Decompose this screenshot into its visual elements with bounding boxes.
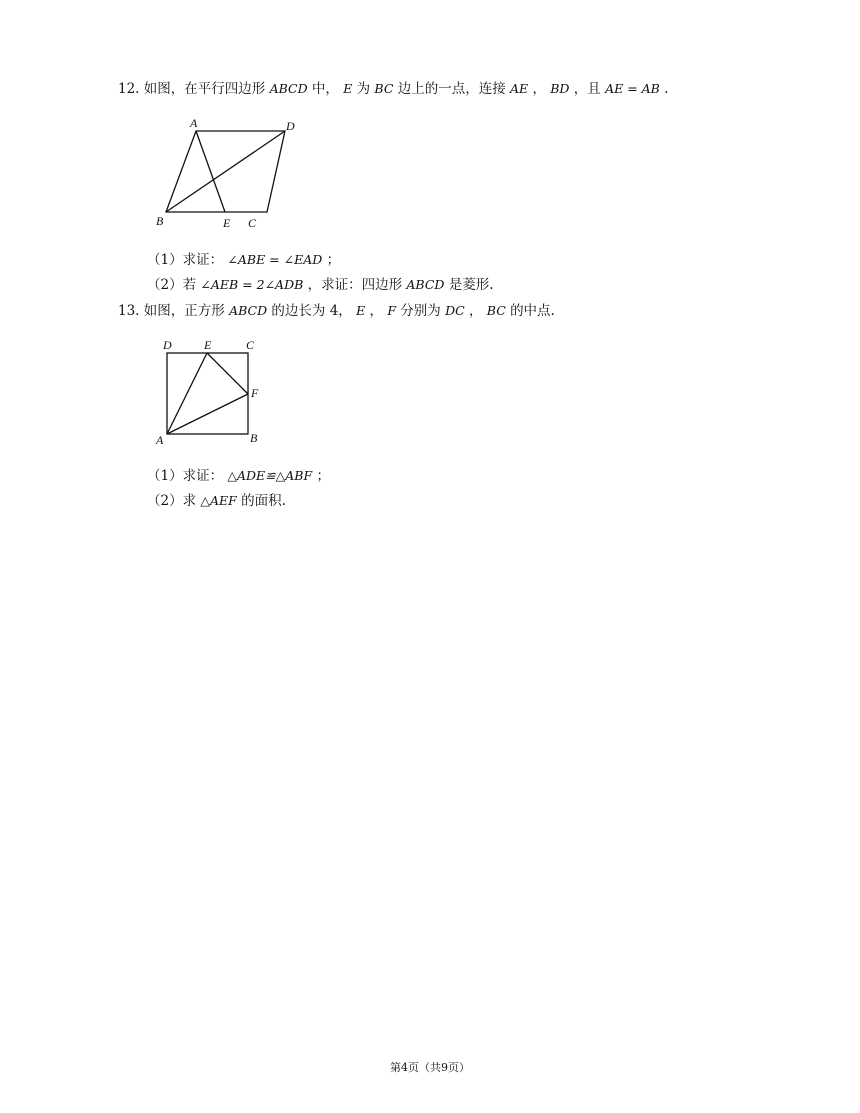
label-d: D — [286, 119, 295, 133]
label-f: F — [251, 386, 259, 400]
square-outline — [167, 353, 248, 434]
label-a: A — [190, 116, 198, 130]
label-c: C — [246, 338, 255, 352]
problem-number: 13. — [118, 303, 140, 319]
problem-13-sub-1: （1）求证： △ADE≌△ABF ； — [147, 468, 330, 484]
parallelogram-diagram — [148, 112, 318, 237]
label-e: E — [223, 216, 231, 230]
label-d: D — [163, 338, 172, 352]
problem-number: 12. — [118, 81, 140, 97]
label-e: E — [204, 338, 212, 352]
problem-12-sub-2: （2）若 ∠AEB = 2∠ADB ，求证：四边形 ABCD 是菱形. — [147, 277, 494, 293]
label-a: A — [156, 433, 164, 447]
page-footer: 第4页（共9页） — [390, 1061, 470, 1074]
problem-13-stem: 13. 如图，正方形 ABCD 的边长为 4， E ， F 分别为 DC ， BC 的中点. — [118, 303, 555, 319]
label-b: B — [156, 214, 164, 228]
problem-13-sub-2: （2）求 △AEF 的面积. — [147, 493, 286, 509]
square-diagram — [150, 334, 275, 452]
problem-12-stem: 12. 如图，在平行四边形 ABCD 中， E 为 BC 边上的一点，连接 AE ， BD ，且 AE = AB . — [118, 81, 669, 97]
segment-ef — [207, 353, 248, 394]
segment-ae — [196, 131, 225, 212]
label-c: C — [248, 216, 257, 230]
segment-af — [167, 394, 248, 434]
segment-ae — [167, 353, 207, 434]
square-figure — [150, 334, 275, 456]
segment-bd — [166, 131, 285, 212]
problem-12-sub-1: （1）求证： ∠ABE = ∠EAD ； — [147, 252, 341, 268]
label-b: B — [250, 431, 258, 445]
parallelogram-figure — [148, 112, 318, 241]
